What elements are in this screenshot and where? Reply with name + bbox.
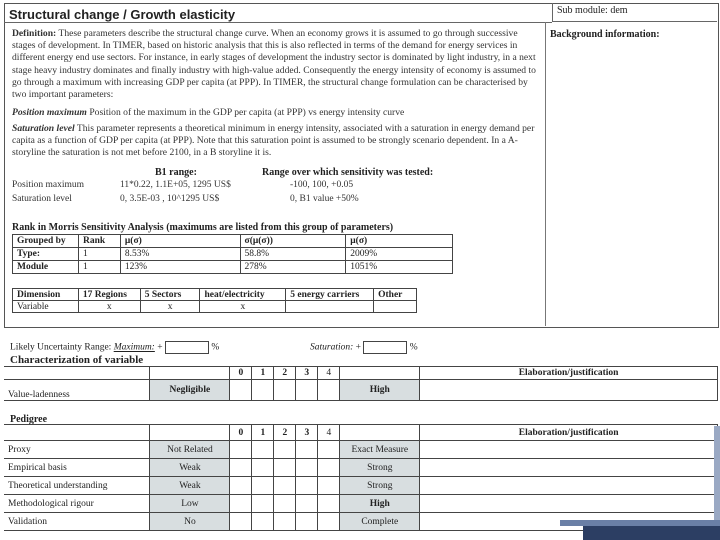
score-cell[interactable] [252, 477, 274, 495]
scale-header: 2 [274, 425, 296, 441]
table-cell: Variable [13, 301, 79, 313]
range-row-tested: 0, B1 value +50% [290, 194, 359, 204]
score-cell[interactable] [252, 495, 274, 513]
score-cell[interactable] [252, 441, 274, 459]
column-header: 17 Regions [78, 289, 140, 301]
submodule-label: Sub module: dem [552, 3, 717, 22]
table-cell: 1 [78, 261, 120, 274]
high-anchor: High [340, 495, 420, 513]
high-anchor: Strong [340, 459, 420, 477]
scale-header: 2 [274, 367, 296, 380]
score-cell[interactable] [252, 513, 274, 531]
elaboration-cell[interactable] [420, 380, 718, 401]
b1-range-header: B1 range: [155, 167, 197, 178]
scale-header: 0 [230, 425, 252, 441]
saturation-label: Saturation level [12, 123, 75, 134]
blank-cell [150, 367, 230, 380]
tested-range-header: Range over which sensitivity was tested: [262, 167, 434, 178]
pedigree-title: Pedigree [10, 414, 48, 425]
position-max-label: Position maximum [12, 107, 87, 118]
saturation-uncertainty-label: Saturation: [310, 342, 354, 353]
position-max-paragraph [12, 107, 540, 119]
score-cell[interactable] [230, 513, 252, 531]
score-cell[interactable] [296, 380, 318, 401]
uncertainty-row [10, 341, 219, 354]
high-anchor: High [340, 380, 420, 401]
definition-paragraph [12, 28, 540, 101]
blank-cell [340, 367, 420, 380]
row-label: Theoretical understanding [4, 477, 150, 495]
definition-label: Definition: [12, 28, 57, 39]
saturation-text: This parameter represents a theoretical minimum in energy intensity, associated with a saturation in energy demand per capita as a function of GDP per capita (at PPP). Note that this saturation point is assumed to be strongly scenario dependent. In a A-storyline the saturation is not met before 2100, in a B storyline it is. [12, 123, 535, 159]
plus-sign: + [355, 342, 362, 353]
score-cell[interactable] [274, 477, 296, 495]
low-anchor: Weak [150, 459, 230, 477]
page-title: Structural change / Growth elasticity [9, 7, 236, 22]
column-header: heat/electricity [200, 289, 286, 301]
score-cell[interactable] [274, 441, 296, 459]
table-cell: 1 [78, 248, 120, 261]
scale-header: 3 [296, 367, 318, 380]
maximum-label: Maximum: [113, 342, 155, 353]
scale-header: 1 [252, 367, 274, 380]
divider [545, 22, 546, 326]
range-row-b1: 0, 3.5E-03 , 10^1295 US$ [120, 194, 220, 204]
column-header: Rank [78, 235, 120, 248]
blank-cell [4, 367, 150, 380]
plus-sign: + [157, 342, 163, 353]
scale-header: 1 [252, 425, 274, 441]
score-cell[interactable] [318, 380, 340, 401]
elaboration-cell[interactable] [420, 441, 718, 459]
range-row-name: Saturation level [12, 194, 72, 204]
table-cell: 2009% [346, 248, 453, 261]
characterization-title: Characterization of variable [10, 354, 144, 366]
score-cell[interactable] [318, 477, 340, 495]
elaboration-header: Elaboration/justification [420, 425, 718, 441]
morris-heading: Rank in Morris Sensitivity Analysis (maximums are listed from this group of parameters) [12, 222, 394, 233]
dimension-table [12, 288, 417, 313]
score-cell[interactable] [252, 380, 274, 401]
table-cell: 58.8% [240, 248, 346, 261]
score-cell[interactable] [230, 380, 252, 401]
score-cell[interactable] [318, 495, 340, 513]
high-anchor: Complete [340, 513, 420, 531]
blank-cell [150, 425, 230, 441]
scale-header: 3 [296, 425, 318, 441]
saturation-uncertainty [310, 341, 418, 354]
score-cell[interactable] [230, 441, 252, 459]
score-cell[interactable] [296, 495, 318, 513]
table-cell: x [200, 301, 286, 313]
row-label: Proxy [4, 441, 150, 459]
score-cell[interactable] [318, 441, 340, 459]
column-header: μ(σ) [120, 235, 240, 248]
scale-header: 4 [318, 425, 340, 441]
score-cell[interactable] [318, 459, 340, 477]
slide-footer-band [583, 526, 720, 540]
elaboration-cell[interactable] [420, 477, 718, 495]
table-cell: 1051% [346, 261, 453, 274]
table-cell: x [78, 301, 140, 313]
high-anchor: Exact Measure [340, 441, 420, 459]
score-cell[interactable] [296, 477, 318, 495]
divider [4, 22, 552, 23]
morris-table [12, 234, 453, 274]
uncertainty-label: Likely Uncertainty Range: [10, 342, 112, 353]
scale-header: 0 [230, 367, 252, 380]
column-header: Dimension [13, 289, 79, 301]
high-anchor: Strong [340, 477, 420, 495]
low-anchor: Weak [150, 477, 230, 495]
elaboration-cell[interactable] [420, 459, 718, 477]
elaboration-cell[interactable] [420, 495, 718, 513]
characterization-table [4, 366, 718, 401]
column-header: Other [374, 289, 417, 301]
range-row-tested: -100, 100, +0.05 [290, 180, 354, 190]
definition-text: These parameters describe the structural change curve. When an economy grows it is assumed to go through successive stages of development. In TIMER, based on historic analysis that this is also reflected in terms of the demand for energy services in different energy end use sectors. For instance, in early stages of development the industry sector is dominated by light industry, in a next stage heavy industry dominates and finally industry with high-value added. Consequently the energy intensity of economy is assumed to go through a maximum with increasing GDP per capita (at PPP). In TIMER, the structural change formulation can be characterised by two important parameters: [12, 28, 536, 101]
score-cell[interactable] [274, 513, 296, 531]
score-cell[interactable] [318, 513, 340, 531]
range-row-b1: 11*0.22, 1.1E+05, 1295 US$ [120, 180, 231, 190]
score-cell[interactable] [296, 513, 318, 531]
blank-cell [340, 425, 420, 441]
table-cell: 123% [120, 261, 240, 274]
row-label: Empirical basis [4, 459, 150, 477]
column-header: μ(σ) [346, 235, 453, 248]
maximum-input[interactable] [165, 341, 209, 354]
column-header: σ(μ(σ)) [240, 235, 346, 248]
elaboration-header: Elaboration/justification [420, 367, 718, 380]
score-cell[interactable] [230, 495, 252, 513]
column-header: 5 Sectors [140, 289, 200, 301]
scale-header: 4 [318, 367, 340, 380]
percent-sign: % [409, 342, 418, 353]
table-cell: 278% [240, 261, 346, 274]
score-cell[interactable] [296, 441, 318, 459]
score-cell[interactable] [296, 459, 318, 477]
row-label: Methodological rigour [4, 495, 150, 513]
pedigree-table [4, 424, 718, 531]
table-cell [286, 301, 374, 313]
low-anchor: Negligible [150, 380, 230, 401]
table-cell: x [140, 301, 200, 313]
saturation-input[interactable] [363, 341, 407, 354]
blank-cell [4, 425, 150, 441]
table-cell [374, 301, 417, 313]
low-anchor: Not Related [150, 441, 230, 459]
low-anchor: Low [150, 495, 230, 513]
score-cell[interactable] [274, 380, 296, 401]
score-cell[interactable] [252, 459, 274, 477]
saturation-paragraph [12, 123, 540, 160]
range-row-name: Position maximum [12, 180, 85, 190]
table-cell: Type: [13, 248, 79, 261]
table-cell: Module [13, 261, 79, 274]
score-cell[interactable] [230, 459, 252, 477]
score-cell[interactable] [274, 495, 296, 513]
score-cell[interactable] [274, 459, 296, 477]
column-header: Grouped by [13, 235, 79, 248]
percent-sign: % [211, 342, 220, 353]
table-cell: 8.53% [120, 248, 240, 261]
score-cell[interactable] [230, 477, 252, 495]
low-anchor: No [150, 513, 230, 531]
position-max-text: Position of the maximum in the GDP per capita (at PPP) vs energy intensity curve [89, 107, 405, 118]
background-info-label: Background information: [550, 29, 660, 40]
column-header: 5 energy carriers [286, 289, 374, 301]
row-label: Validation [4, 513, 150, 531]
row-label: Value-ladenness [4, 380, 150, 401]
